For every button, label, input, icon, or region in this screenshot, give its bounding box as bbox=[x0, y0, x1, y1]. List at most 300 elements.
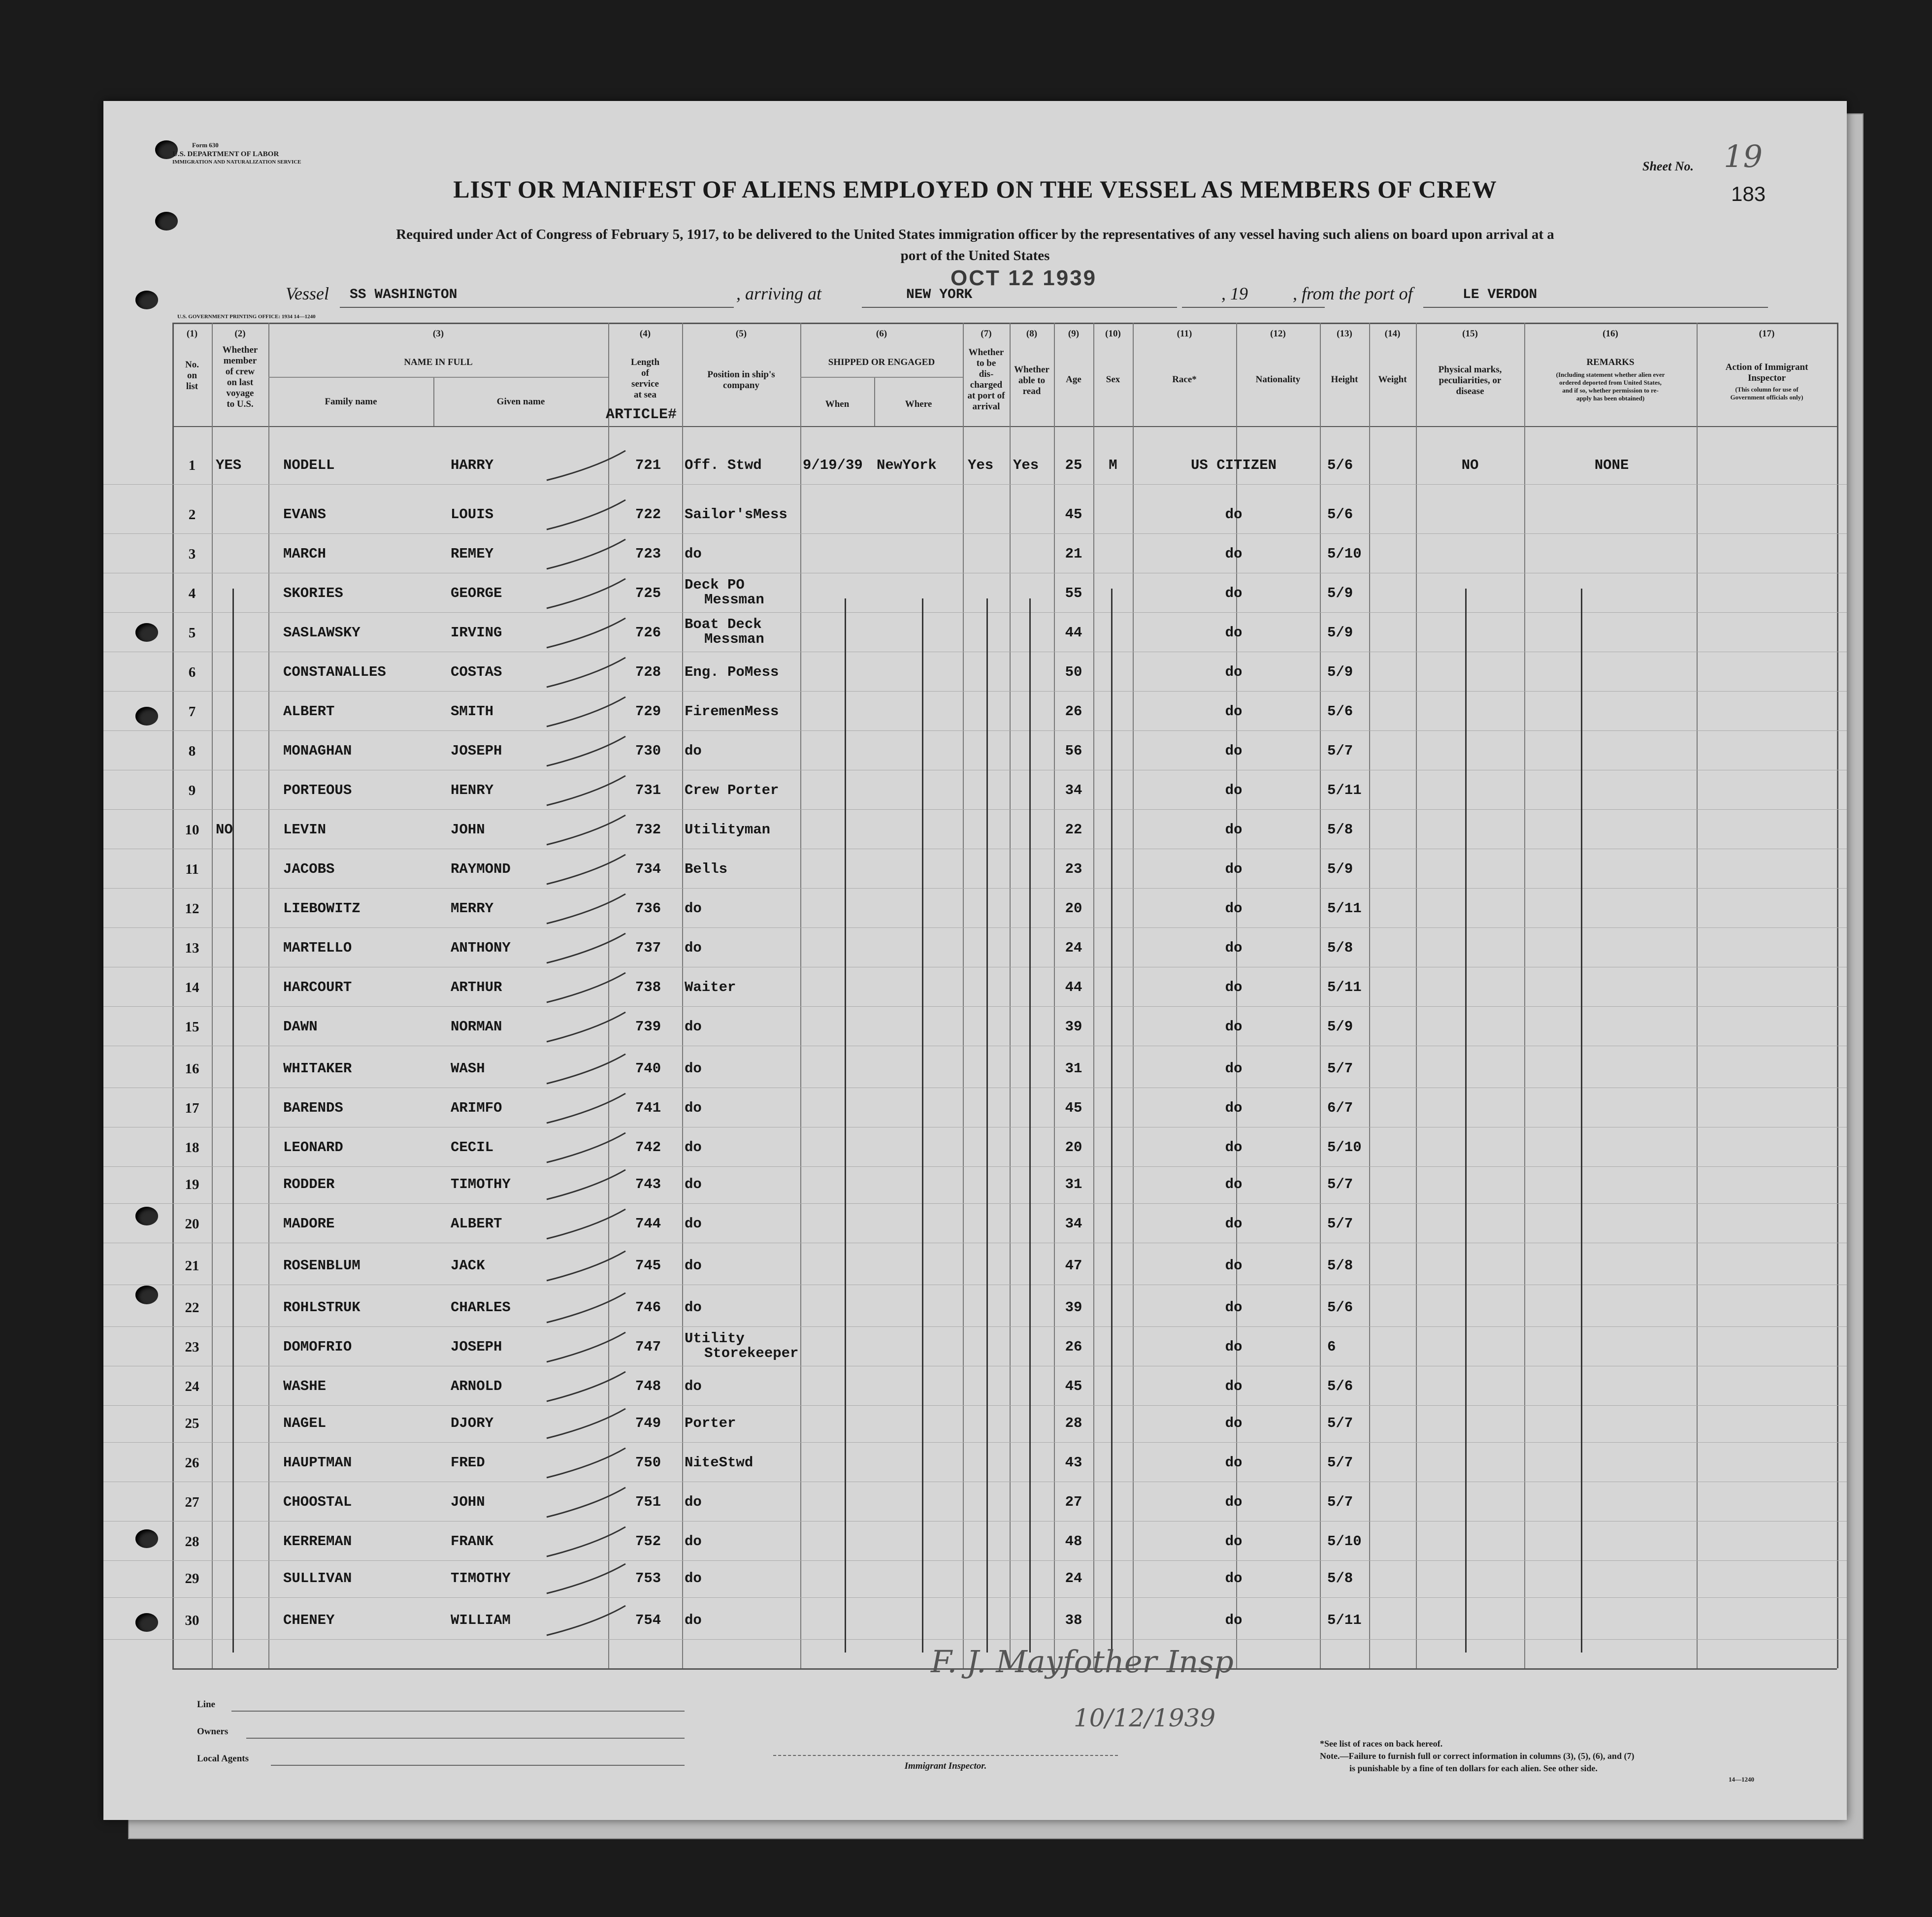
cell-article: 748 bbox=[635, 1378, 661, 1394]
cell-article: 751 bbox=[635, 1494, 661, 1510]
cell-n: 12 bbox=[185, 901, 199, 917]
cell-article: 750 bbox=[635, 1454, 661, 1471]
cell-height: 5/7 bbox=[1327, 1494, 1353, 1510]
col-remarks: REMARKS bbox=[1586, 357, 1635, 367]
cell-n: 7 bbox=[188, 704, 196, 720]
cell-height: 5/8 bbox=[1327, 940, 1353, 956]
cell-n: 18 bbox=[185, 1140, 199, 1156]
cell-article: 743 bbox=[635, 1176, 661, 1192]
cell-family: WHITAKER bbox=[283, 1060, 352, 1077]
cell-family: LEONARD bbox=[283, 1139, 343, 1156]
cell-n: 15 bbox=[185, 1019, 199, 1035]
col-length-of-service: Length of service at sea bbox=[630, 357, 660, 400]
cell-n: 6 bbox=[188, 664, 196, 680]
col-age: Age bbox=[1066, 374, 1081, 385]
cell-n: 25 bbox=[185, 1416, 199, 1431]
cell-race: do bbox=[1225, 1216, 1243, 1232]
cell-article: 740 bbox=[635, 1060, 661, 1077]
tick-mark bbox=[547, 658, 625, 687]
col-remarks-note: (Including statement whether alien ever ordered deported from United States, and if so, whether permission to re- apply has been obtained) bbox=[1556, 371, 1665, 402]
cell-given: JOSEPH bbox=[451, 1339, 502, 1355]
cell-given: NORMAN bbox=[451, 1019, 502, 1035]
tick-mark bbox=[547, 1527, 625, 1556]
cell-article: 738 bbox=[635, 979, 661, 995]
subtitle-line-2: port of the United States bbox=[900, 248, 1050, 264]
cell-family: SASLAWSKY bbox=[283, 625, 360, 641]
cell-age: 26 bbox=[1065, 1339, 1082, 1355]
cell-family: MARTELLO bbox=[283, 940, 352, 956]
cell-height: 5/6 bbox=[1327, 506, 1353, 523]
service-name: IMMIGRATION AND NATURALIZATION SERVICE bbox=[172, 159, 301, 165]
cell-given: GEORGE bbox=[451, 585, 502, 601]
cell-height: 5/6 bbox=[1327, 457, 1353, 473]
cell-height: 5/7 bbox=[1327, 1216, 1353, 1232]
cell-read: Yes bbox=[1013, 457, 1039, 473]
tick-mark bbox=[547, 736, 625, 766]
tick-mark bbox=[547, 539, 625, 569]
cell-n: 14 bbox=[185, 980, 199, 995]
col-no-on-list: No. on list bbox=[185, 360, 199, 392]
cell-height: 5/9 bbox=[1327, 1019, 1353, 1035]
cell-position: Utility Storekeeper bbox=[685, 1330, 799, 1361]
cell-article: 739 bbox=[635, 1019, 661, 1035]
vessel-name: SS WASHINGTON bbox=[350, 287, 458, 302]
cell-race: do bbox=[1225, 1339, 1243, 1355]
cell-given: TIMOTHY bbox=[451, 1570, 511, 1586]
tick-mark bbox=[547, 1332, 625, 1362]
cell-family: KERREMAN bbox=[283, 1533, 352, 1550]
cell-article: 752 bbox=[635, 1533, 661, 1550]
cell-family: CONSTANALLES bbox=[283, 664, 386, 680]
cell-race: do bbox=[1225, 782, 1243, 798]
cell-position: Off. Stwd bbox=[685, 457, 762, 473]
sheet-label: Sheet No. bbox=[1642, 159, 1694, 173]
cell-article: 732 bbox=[635, 822, 661, 838]
col-family-name: Family name bbox=[325, 397, 377, 407]
cell-race: do bbox=[1225, 664, 1243, 680]
cell-given: IRVING bbox=[451, 625, 502, 641]
cell-age: 34 bbox=[1065, 782, 1082, 798]
cell-position: Eng. PoMess bbox=[685, 664, 779, 680]
cell-height: 5/11 bbox=[1327, 979, 1362, 995]
cell-age: 25 bbox=[1065, 457, 1082, 473]
cell-race: do bbox=[1225, 822, 1243, 838]
cell-race: do bbox=[1225, 1612, 1243, 1628]
cell-race: do bbox=[1225, 1019, 1243, 1035]
cell-position: do bbox=[685, 1612, 702, 1628]
cell-position: do bbox=[685, 1533, 702, 1550]
col-num-6: (6) bbox=[876, 329, 887, 339]
arriving-label: , arriving at bbox=[736, 284, 822, 303]
cell-height: 5/9 bbox=[1327, 625, 1353, 641]
cell-race: do bbox=[1225, 1299, 1243, 1316]
cell-given: JACK bbox=[451, 1257, 485, 1274]
cell-n: 23 bbox=[185, 1339, 199, 1355]
cell-position: do bbox=[685, 900, 702, 917]
cell-race: do bbox=[1225, 940, 1243, 956]
cell-given: CECIL bbox=[451, 1139, 494, 1156]
cell-n: 28 bbox=[185, 1534, 199, 1550]
cell-article: 734 bbox=[635, 861, 661, 877]
cell-race: do bbox=[1225, 703, 1243, 720]
cell-height: 5/7 bbox=[1327, 1176, 1353, 1192]
cell-article: 744 bbox=[635, 1216, 661, 1232]
col-action-note: (This column for use of Government officials only) bbox=[1730, 386, 1803, 401]
local-agents-label: Local Agents bbox=[197, 1753, 249, 1764]
tick-mark bbox=[547, 1133, 625, 1162]
cell-family: LIEBOWITZ bbox=[283, 900, 360, 917]
cell-marks: NO bbox=[1461, 457, 1479, 473]
cell-n: 1 bbox=[188, 458, 196, 473]
cell-age: 20 bbox=[1065, 900, 1082, 917]
cell-given: TIMOTHY bbox=[451, 1176, 511, 1192]
cell-age: 23 bbox=[1065, 861, 1082, 877]
from-port-label: , from the port of bbox=[1293, 284, 1413, 303]
cell-age: 20 bbox=[1065, 1139, 1082, 1156]
tick-mark bbox=[547, 933, 625, 963]
cell-family: MADORE bbox=[283, 1216, 335, 1232]
col-height: Height bbox=[1331, 374, 1358, 385]
cell-given: HENRY bbox=[451, 782, 494, 798]
page-number: 183 bbox=[1731, 182, 1766, 205]
cell-n: 21 bbox=[185, 1258, 199, 1274]
cell-given: ANTHONY bbox=[451, 940, 511, 956]
cell-race: do bbox=[1225, 1494, 1243, 1510]
cell-age: 48 bbox=[1065, 1533, 1082, 1550]
cell-article: 749 bbox=[635, 1415, 661, 1431]
cell-age: 26 bbox=[1065, 703, 1082, 720]
tick-mark bbox=[547, 579, 625, 608]
cell-age: 45 bbox=[1065, 506, 1082, 523]
col-num-9: (9) bbox=[1068, 329, 1080, 339]
tick-mark bbox=[547, 1293, 625, 1322]
cell-n: 30 bbox=[185, 1613, 199, 1628]
col-race: Race* bbox=[1172, 374, 1197, 385]
col-sex: Sex bbox=[1106, 374, 1120, 385]
cell-race: do bbox=[1225, 743, 1243, 759]
cell-given: ARNOLD bbox=[451, 1378, 502, 1394]
cell-n: 26 bbox=[185, 1455, 199, 1471]
cell-position: do bbox=[685, 1060, 702, 1077]
col-shipped-or-engaged: SHIPPED OR ENGAGED bbox=[828, 357, 935, 367]
cell-given: JOHN bbox=[451, 1494, 485, 1510]
cell-position: Crew Porter bbox=[685, 782, 779, 798]
cell-height: 5/8 bbox=[1327, 822, 1353, 838]
cell-age: 34 bbox=[1065, 1216, 1082, 1232]
cell-n: 10 bbox=[185, 822, 199, 838]
tick-mark bbox=[547, 1251, 625, 1281]
cell-family: HAUPTMAN bbox=[283, 1454, 352, 1471]
cell-age: 31 bbox=[1065, 1176, 1082, 1192]
cell-position: do bbox=[685, 1494, 702, 1510]
cell-given: REMEY bbox=[451, 546, 494, 562]
cell-race: do bbox=[1225, 1139, 1243, 1156]
cell-age: 21 bbox=[1065, 546, 1082, 562]
col-able-to-read: Whether able to read bbox=[1014, 364, 1049, 397]
tick-mark bbox=[547, 1093, 625, 1123]
tick-mark bbox=[547, 855, 625, 884]
cell-given: JOSEPH bbox=[451, 743, 502, 759]
col-num-5: (5) bbox=[735, 329, 747, 339]
cell-article: 742 bbox=[635, 1139, 661, 1156]
cell-height: 5/9 bbox=[1327, 585, 1353, 601]
cell-position: do bbox=[685, 1176, 702, 1192]
col-position: Position in ship's company bbox=[707, 369, 775, 391]
cell-race: do bbox=[1225, 1060, 1243, 1077]
from-port: LE VERDON bbox=[1463, 287, 1538, 302]
cell-race: US CITIZEN bbox=[1190, 457, 1277, 473]
col-num-10: (10) bbox=[1105, 329, 1121, 339]
arriving-port: NEW YORK bbox=[906, 287, 973, 302]
col-num-13: (13) bbox=[1337, 329, 1352, 339]
page-title: LIST OR MANIFEST OF ALIENS EMPLOYED ON THE VESSEL AS MEMBERS OF CREW bbox=[453, 175, 1497, 203]
cell-height: 5/8 bbox=[1327, 1570, 1353, 1586]
form-code: 14—1240 bbox=[1729, 1776, 1754, 1783]
cell-n: 3 bbox=[188, 546, 196, 562]
col-num-2: (2) bbox=[234, 329, 246, 339]
inspector-label: Immigrant Inspector. bbox=[904, 1761, 987, 1771]
tick-mark bbox=[547, 618, 625, 648]
cell-n: 16 bbox=[185, 1061, 199, 1077]
cell-race: do bbox=[1225, 900, 1243, 917]
tick-mark bbox=[547, 1448, 625, 1478]
cell-article: 728 bbox=[635, 664, 661, 680]
tick-mark bbox=[547, 451, 625, 480]
cell-height: 5/8 bbox=[1327, 1257, 1353, 1274]
cell-position: do bbox=[685, 1570, 702, 1586]
cell-race: do bbox=[1225, 546, 1243, 562]
cell-race: do bbox=[1225, 861, 1243, 877]
cell-given: MERRY bbox=[451, 900, 494, 917]
cell-race: do bbox=[1225, 625, 1243, 641]
cell-article: 723 bbox=[635, 546, 661, 562]
cell-height: 5/10 bbox=[1327, 1139, 1362, 1156]
cell-family: NODELL bbox=[283, 457, 335, 473]
tick-mark bbox=[547, 1054, 625, 1084]
cell-n: 9 bbox=[188, 783, 196, 798]
cell-age: 45 bbox=[1065, 1100, 1082, 1116]
owners-label: Owners bbox=[197, 1726, 229, 1737]
tick-mark bbox=[547, 1209, 625, 1239]
cell-given: ALBERT bbox=[451, 1216, 502, 1232]
cell-given: SMITH bbox=[451, 703, 494, 720]
cell-race: do bbox=[1225, 1257, 1243, 1274]
cell-family: WASHE bbox=[283, 1378, 327, 1394]
year-label: , 19 bbox=[1221, 284, 1248, 303]
cell-n: 8 bbox=[188, 743, 196, 759]
cell-family: SULLIVAN bbox=[283, 1570, 352, 1586]
cell-family: LEVIN bbox=[283, 822, 327, 838]
cell-article: 737 bbox=[635, 940, 661, 956]
cell-given: LOUIS bbox=[451, 506, 494, 523]
cell-age: 38 bbox=[1065, 1612, 1082, 1628]
cell-position: NiteStwd bbox=[685, 1454, 753, 1471]
inspector-signature bbox=[911, 1633, 1354, 1746]
cell-family: PORTEOUS bbox=[283, 782, 352, 798]
tick-mark bbox=[547, 1372, 625, 1401]
cell-height: 5/6 bbox=[1327, 1299, 1353, 1316]
cell-crew: YES bbox=[216, 457, 242, 473]
cell-race: do bbox=[1225, 1570, 1243, 1586]
cell-family: BARENDS bbox=[283, 1100, 343, 1116]
cell-article: 747 bbox=[635, 1339, 661, 1355]
races-note: *See list of races on back hereof. bbox=[1320, 1739, 1443, 1749]
col-num-15: (15) bbox=[1462, 329, 1478, 339]
tick-mark bbox=[547, 776, 625, 805]
cell-height: 5/11 bbox=[1327, 1612, 1362, 1628]
col-num-12: (12) bbox=[1270, 329, 1286, 339]
tick-mark bbox=[547, 1487, 625, 1517]
tick-mark bbox=[547, 1564, 625, 1593]
cell-n: 13 bbox=[185, 940, 199, 956]
col-num-7: (7) bbox=[981, 329, 992, 339]
cell-article: 729 bbox=[635, 703, 661, 720]
cell-age: 24 bbox=[1065, 940, 1082, 956]
tick-mark bbox=[547, 1409, 625, 1438]
cell-height: 5/7 bbox=[1327, 1415, 1353, 1431]
col-name-in-full: NAME IN FULL bbox=[404, 357, 473, 367]
col-num-8: (8) bbox=[1026, 329, 1038, 339]
article-note: ARTICLE# bbox=[606, 406, 677, 423]
col-num-4: (4) bbox=[639, 329, 651, 339]
cell-race: do bbox=[1225, 1454, 1243, 1471]
department-name: U.S. DEPARTMENT OF LABOR bbox=[172, 150, 279, 158]
cell-age: 56 bbox=[1065, 743, 1082, 759]
cell-height: 5/6 bbox=[1327, 1378, 1353, 1394]
form-number: Form 630 bbox=[192, 141, 219, 149]
cell-article: 725 bbox=[635, 585, 661, 601]
cell-n: 22 bbox=[185, 1300, 199, 1316]
col-weight: Weight bbox=[1378, 374, 1407, 385]
col-discharged: Whether to be dis- charged at port of arrival bbox=[967, 347, 1005, 412]
cell-position: do bbox=[685, 743, 702, 759]
cell-given: HARRY bbox=[451, 457, 494, 473]
cell-position: do bbox=[685, 546, 702, 562]
cell-article: 726 bbox=[635, 625, 661, 641]
cell-race: do bbox=[1225, 1533, 1243, 1550]
cell-race: do bbox=[1225, 585, 1243, 601]
cell-age: 44 bbox=[1065, 625, 1082, 641]
cell-article: 754 bbox=[635, 1612, 661, 1628]
gpo-note: U.S. GOVERNMENT PRINTING OFFICE: 1934 14—1240 bbox=[177, 314, 316, 320]
cell-position: Bells bbox=[685, 861, 728, 877]
cell-height: 5/10 bbox=[1327, 1533, 1362, 1550]
col-num-11: (11) bbox=[1177, 329, 1192, 339]
cell-remarks: NONE bbox=[1594, 457, 1629, 473]
cell-position: do bbox=[685, 1378, 702, 1394]
sheet-number: 19 bbox=[1724, 138, 1763, 174]
cell-n: 5 bbox=[188, 625, 196, 641]
tick-mark bbox=[547, 697, 625, 727]
cell-article: 745 bbox=[635, 1257, 661, 1274]
cell-height: 5/11 bbox=[1327, 782, 1362, 798]
cell-age: 39 bbox=[1065, 1019, 1082, 1035]
cell-family: SKORIES bbox=[283, 585, 343, 601]
cell-article: 730 bbox=[635, 743, 661, 759]
cell-family: RODDER bbox=[283, 1176, 335, 1192]
cell-family: DAWN bbox=[283, 1019, 318, 1035]
cell-position: Porter bbox=[685, 1415, 736, 1431]
cell-given: CHARLES bbox=[451, 1299, 511, 1316]
cell-where: NewYork bbox=[877, 457, 937, 473]
cell-family: MARCH bbox=[283, 546, 327, 562]
cell-given: FRANK bbox=[451, 1533, 494, 1550]
tick-mark bbox=[547, 973, 625, 1002]
cell-given: ARTHUR bbox=[451, 979, 502, 995]
cell-position: Deck PO Messman bbox=[685, 577, 764, 608]
cell-given: COSTAS bbox=[451, 664, 502, 680]
cell-article: 753 bbox=[635, 1570, 661, 1586]
cell-race: do bbox=[1225, 979, 1243, 995]
cell-n: 24 bbox=[185, 1379, 199, 1394]
cell-family: ALBERT bbox=[283, 703, 335, 720]
vessel-label: Vessel bbox=[286, 284, 329, 303]
check-marks bbox=[103, 101, 1847, 1820]
col-action-of-inspector: Action of Immigrant Inspector bbox=[1725, 362, 1808, 383]
cell-age: 31 bbox=[1065, 1060, 1082, 1077]
cell-article: 736 bbox=[635, 900, 661, 917]
penalty-note-1: Note.—Failure to furnish full or correct information in columns (3), (5), (6), and (7) bbox=[1320, 1751, 1635, 1761]
cell-height: 5/10 bbox=[1327, 546, 1362, 562]
cell-age: 27 bbox=[1065, 1494, 1082, 1510]
date-stamp: OCT 12 1939 bbox=[950, 266, 1097, 290]
cell-family: MONAGHAN bbox=[283, 743, 352, 759]
cell-race: do bbox=[1225, 1378, 1243, 1394]
cell-given: RAYMOND bbox=[451, 861, 511, 877]
col-where: Where bbox=[905, 399, 932, 409]
cell-n: 4 bbox=[188, 586, 196, 601]
cell-n: 17 bbox=[185, 1100, 199, 1116]
col-nationality: Nationality bbox=[1255, 374, 1301, 385]
cell-position: do bbox=[685, 1299, 702, 1316]
cell-n: 11 bbox=[185, 861, 199, 877]
col-given-name: Given name bbox=[496, 397, 545, 407]
cell-given: JOHN bbox=[451, 822, 485, 838]
cell-position: do bbox=[685, 1257, 702, 1274]
col-when: When bbox=[825, 399, 850, 409]
tick-mark bbox=[547, 500, 625, 529]
cell-age: 43 bbox=[1065, 1454, 1082, 1471]
cell-family: ROSENBLUM bbox=[283, 1257, 360, 1274]
cell-article: 721 bbox=[635, 457, 661, 473]
cell-n: 2 bbox=[188, 507, 196, 523]
tick-mark bbox=[547, 815, 625, 845]
cell-article: 731 bbox=[635, 782, 661, 798]
col-num-17: (17) bbox=[1759, 329, 1775, 339]
col-num-3: (3) bbox=[432, 329, 444, 339]
cell-age: 47 bbox=[1065, 1257, 1082, 1274]
cell-age: 39 bbox=[1065, 1299, 1082, 1316]
cell-height: 6 bbox=[1327, 1339, 1336, 1355]
cell-height: 5/6 bbox=[1327, 703, 1353, 720]
cell-given: ARIMFO bbox=[451, 1100, 502, 1116]
cell-n: 29 bbox=[185, 1571, 199, 1586]
tick-mark bbox=[547, 1606, 625, 1635]
cell-height: 5/9 bbox=[1327, 861, 1353, 877]
cell-race: do bbox=[1225, 1176, 1243, 1192]
cell-n: 20 bbox=[185, 1216, 199, 1232]
tick-mark bbox=[547, 1012, 625, 1042]
cell-age: 55 bbox=[1065, 585, 1082, 601]
cell-when: 9/19/39 bbox=[803, 457, 863, 473]
cell-given: FRED bbox=[451, 1454, 485, 1471]
cell-crew: NO bbox=[216, 822, 233, 838]
cell-position: FiremenMess bbox=[685, 703, 779, 720]
cell-age: 44 bbox=[1065, 979, 1082, 995]
cell-family: HARCOURT bbox=[283, 979, 352, 995]
manifest-sheet bbox=[103, 101, 1847, 1820]
cell-given: WILLIAM bbox=[451, 1612, 511, 1628]
